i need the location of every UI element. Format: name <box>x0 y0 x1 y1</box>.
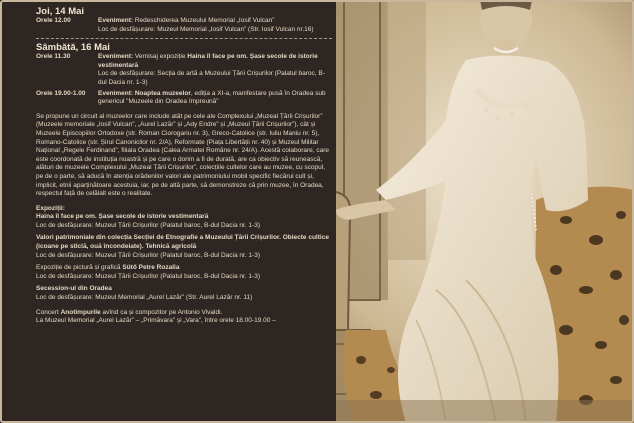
exhibition-item <box>36 285 332 302</box>
event-intro: Vernisaj expoziție <box>134 53 186 61</box>
event-details <box>98 90 332 107</box>
event-time: Orele 11.30 <box>36 53 71 61</box>
exhibition-location: Loc de desfășurare: Muzeul Țării Crișurilor (Palatul baroc, B-dul Dacia nr. 1-3) <box>36 251 260 259</box>
event-label: Eveniment: <box>98 89 134 97</box>
program-content <box>36 4 332 326</box>
concert-venue: La Muzeul Memorial „Aurel Lazăr” – „Primăvara” și „Vara”, între orele 18.00-19.00 – <box>36 317 276 325</box>
exhibitions-heading: Expoziții: <box>36 204 65 212</box>
exhibition-location: Loc de desfășurare: Muzeul Țării Crișurilor (Palatul baroc, B-dul Dacia nr. 1-3) <box>36 272 260 280</box>
event-time: Orele 19.00-1.00 <box>36 89 86 97</box>
event-title: Redeschiderea Muzeului Memorial „Iosif Vulcan” <box>134 17 275 24</box>
event-label: Eveniment: <box>98 53 134 61</box>
exhibition-location: Loc de desfășurare: Muzeul Țării Crișurilor (Palatul baroc, B-dul Dacia nr. 1-3) <box>36 221 260 229</box>
event-label: Eveniment: <box>98 17 134 24</box>
saturday-event-row-2 <box>36 90 332 107</box>
thursday-date: Joi, 14 Mai <box>36 6 85 17</box>
concert-prefix: Concert <box>36 308 59 316</box>
exhibition-item <box>36 234 332 260</box>
saturday-event-row-1 <box>36 53 332 70</box>
exhibition-title: Valori patrimoniale din colecția Secției de Etnografie a Muzeului Țării Crișurilor. Obiecte cultice (icoane pe sticlă, ouă încondeiate). Tehnică agricolă <box>36 234 329 251</box>
event-title: Haina îl face pe om. Șase secole de istorie vestimentară <box>98 53 318 69</box>
event-description: , ediția a XI-a, manifestare pusă în Oradea sub genericul "Muzeele din Oradea împreună" <box>98 89 326 106</box>
event-details <box>98 53 332 70</box>
thursday-location-row <box>36 26 332 35</box>
exhibition-item <box>36 213 332 230</box>
event-title: Noaptea muzeelor <box>134 89 191 97</box>
exhibition-title: Sütő Petre Rozalia <box>122 264 180 272</box>
event-location: Loc de desfășurare: Secția de artă a Muzeului Țării Crișurilor (Palatul baroc, B-dul Dacia nr. 1-3) <box>98 70 325 86</box>
concert-info <box>36 309 332 326</box>
event-time: Orele 12.00 <box>36 17 71 24</box>
event-location: Loc de desfășurare: Muzeul Memorial „Iosif Vulcan” (Str. Iosif Vulcan nr.16) <box>98 25 314 33</box>
concert-title: Anotimpurile <box>60 308 101 316</box>
exhibition-location: Loc de desfășurare: Muzeul Memorial „Aurel Lazăr” (Str. Aurel Lazăr nr. 11) <box>36 294 253 302</box>
thursday-event-row <box>36 17 332 26</box>
museum-circuit-text: Se propune un circuit al muzeelor care include atât pe cele ale Complexului „Muzeal Țării Crișurilor” (Muzeele memoriale „Iosif Vulcan”, „Aurel Lazăr” și „Ady Endre” și „Muzeul Țării Crișurilor”), cât și Muzeele Episcopiilor Ortodoxe (str. Roman Ciorogariu nr. 3), Greco-Catolice (str. Iuliu Maniu nr. 5), Romano-Catolice (str. Șirul Canonicilor nr. 2/A), Reformate (Piața Libertății nr. 40) și Muzeul Militar Național „Regele Ferdinand”, filiala Oradea (Calea Armatei Române nr. 24/A). Acestă colaborare, care este coordonată de instituția noastră și pe care o dorim a fi de durată, are ca obiectiv să reunească, alături de muzeele Complexului „Muzeal Țării Crișurilor”, colecțiile cultelor care au muzee, cu scopul, pe de o parte, să aducă în atenția orădenilor valori ale patrimoniului mobil specific fiecărui cult și, implicit, etnii aparținătoare acestuia, iar, pe de altă parte, să demonstreze că prin muzee, în Oradea, respectul față de celălalt este o realitate. <box>36 112 330 198</box>
section-divider <box>36 38 332 39</box>
exhibition-prefix: Expoziție de pictură și grafică <box>36 264 121 272</box>
saturday-date: Sâmbătă, 16 Mai <box>36 42 110 54</box>
event-details <box>98 17 332 26</box>
exhibition-title: Secession-ul din Oradea <box>36 285 112 293</box>
exhibition-item <box>36 264 332 281</box>
concert-text: avînd ca și compozitor pe Antonio Vivaldi. <box>102 308 223 316</box>
exhibition-title: Haina îl face pe om. Șase secole de istorie vestimentară <box>36 213 209 221</box>
saturday-location-row-1 <box>36 70 332 87</box>
